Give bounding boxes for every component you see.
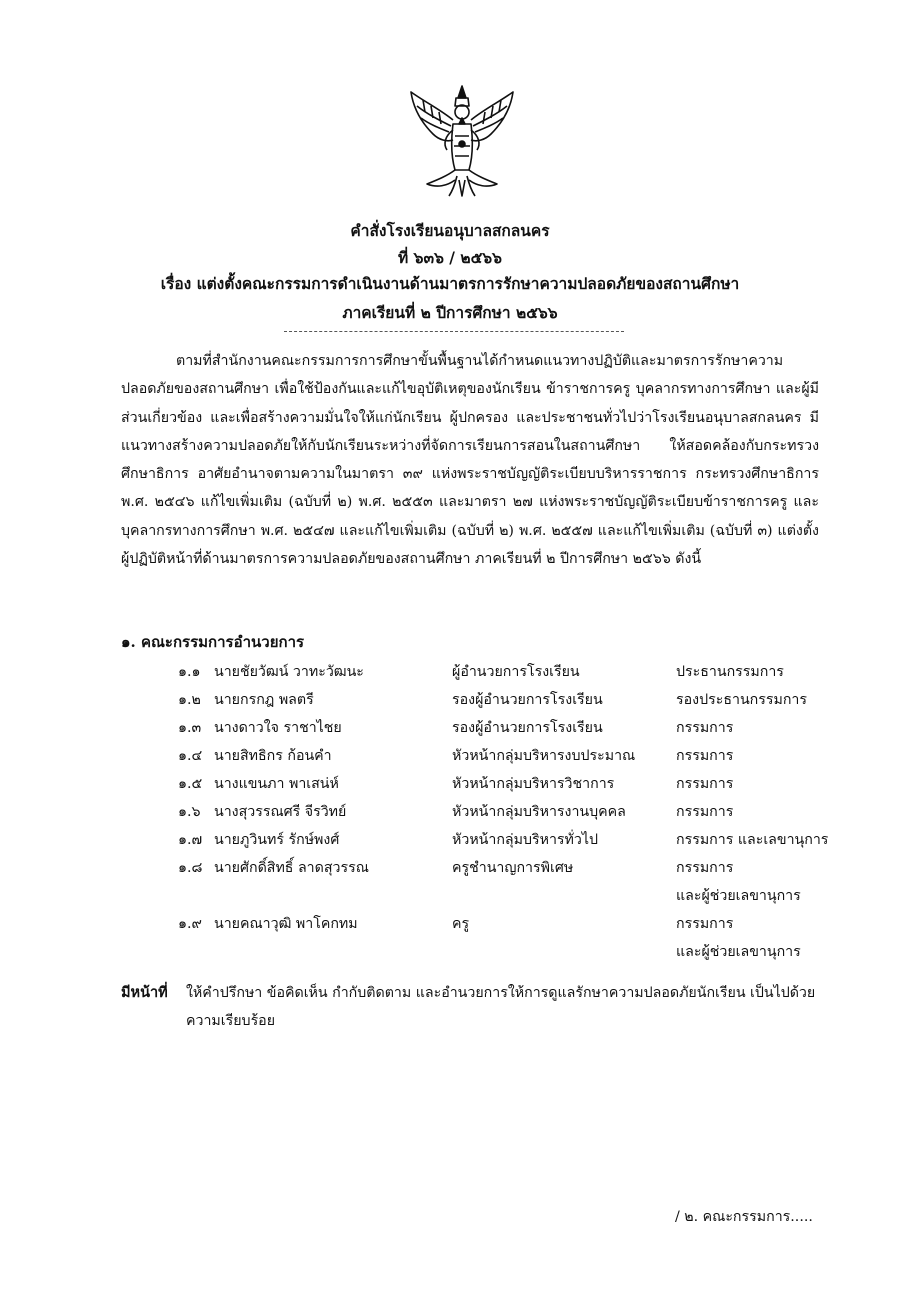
member-position: หัวหน้ากลุ่มบริหารงบประมาณ bbox=[452, 748, 636, 764]
order-subject: เรื่อง แต่งตั้งคณะกรรมการดำเนินงานด้านมาตรการรักษาความปลอดภัยของสถานศึกษา bbox=[160, 274, 740, 293]
preamble-paragraph: ตามที่สำนักงานคณะกรรมการการศึกษาขั้นพื้นฐานได้กำหนดแนวทางปฏิบัติและมาตรการรักษาความปลอดภัยของสถานศึกษา เพื่อใช้ป้องกันและแก้ไขอุบัติเหตุของนักเรียน ข้าราชการครู บุคลากรทางการศึกษา และผู้มีส่วนเกี่ยวข้อง และเพื่อสร้างความมั่นใจให้แก่นักเรียน ผู้ปกครอง และประชาชนทั่วไปว่าโรงเรียนอนุบาลสกลนคร มีแนวทางสร้างความปลอดภัยให้กับนักเรียนระหว่างที่จัดการเรียนการสอนในสถานศึกษา ให้สอดคล้องกับกระทรวงศึกษาธิการ อาศัยอำนาจตามความในมาตรา ๓๙ แห่งพระราชบัญญัติระเบียบบริหารราชการ กระทรวงศึกษาธิการ พ.ศ. ๒๕๔๖ แก้ไขเพิ่มเติม (ฉบับที่ ๒) พ.ศ. ๒๕๕๓ และมาตรา ๒๗ แห่งพระราชบัญญัติระเบียบข้าราชการครู และบุคลากรทางการศึกษา พ.ศ. ๒๕๔๗ และแก้ไขเพิ่มเติม (ฉบับที่ ๒) พ.ศ. ๒๕๕๗ และแก้ไขเพิ่มเติม (ฉบับที่ ๓) แต่งตั้งผู้ปฏิบัติหน้าที่ด้านมาตรการความปลอดภัยของสถานศึกษา ภาคเรียนที่ ๒ ปีการศึกษา ๒๕๖๖ ดังนี้ bbox=[121, 353, 819, 568]
continuation-note: / ๒. คณะกรรมการ..... bbox=[675, 1209, 813, 1225]
member-role: กรรมการ bbox=[676, 720, 734, 736]
member-name: นายภูวินทร์ รักษ์พงศ์ bbox=[214, 832, 340, 848]
member-row bbox=[0, 715, 900, 741]
member-number: ๑.๘ bbox=[178, 860, 203, 876]
member-name: นายสิทธิกร ก้อนคำ bbox=[214, 748, 332, 764]
member-row bbox=[0, 771, 900, 797]
member-role: กรรมการ และเลขานุการ bbox=[676, 832, 829, 848]
member-name: นายกรกฎ พลตรี bbox=[214, 692, 314, 708]
section-heading: ๑. คณะกรรมการอำนวยการ bbox=[121, 633, 305, 651]
member-role: กรรมการ bbox=[676, 748, 734, 764]
order-term: ภาคเรียนที่ ๒ ปีการศึกษา ๒๕๖๖ bbox=[342, 303, 558, 322]
member-position: ครู bbox=[452, 916, 470, 932]
member-number: ๑.๓ bbox=[178, 720, 202, 736]
member-number: ๑.๒ bbox=[178, 692, 201, 708]
member-name: นางสุวรรณศรี จีรวิทย์ bbox=[214, 804, 347, 820]
member-name: นางแขนภา พาเสน่ห์ bbox=[214, 776, 339, 792]
member-position: หัวหน้ากลุ่มบริหารวิชาการ bbox=[452, 776, 615, 792]
member-position: รองผู้อำนวยการโรงเรียน bbox=[452, 692, 603, 708]
member-role: รองประธานกรรมการ bbox=[676, 692, 807, 708]
divider bbox=[284, 331, 624, 332]
order-number: ที่ ๖๓๖ / ๒๕๖๖ bbox=[398, 248, 502, 267]
member-row bbox=[0, 659, 900, 685]
member-row bbox=[0, 743, 900, 769]
member-role: กรรมการ bbox=[676, 776, 734, 792]
member-number: ๑.๙ bbox=[178, 916, 202, 932]
member-role: กรรมการ bbox=[676, 860, 734, 876]
member-name: นายศักดิ์สิทธิ์ ลาดสุวรรณ bbox=[214, 860, 369, 876]
member-position: ผู้อำนวยการโรงเรียน bbox=[452, 664, 580, 680]
garuda-emblem-icon bbox=[403, 80, 521, 200]
member-row bbox=[0, 911, 900, 937]
member-number: ๑.๔ bbox=[178, 748, 203, 764]
member-row bbox=[0, 855, 900, 881]
member-number: ๑.๕ bbox=[178, 776, 203, 792]
member-position: ครูชำนาญการพิเศษ bbox=[452, 860, 574, 876]
member-role: กรรมการ bbox=[676, 916, 734, 932]
member-role: ประธานกรรมการ bbox=[676, 664, 784, 680]
member-role-extra: และผู้ช่วยเลขานุการ bbox=[676, 944, 801, 960]
order-title: คำสั่งโรงเรียนอนุบาลสกลนคร bbox=[350, 221, 550, 240]
member-number: ๑.๗ bbox=[178, 832, 203, 848]
member-name: นายคณาวุฒิ พาโคกทม bbox=[214, 916, 358, 932]
member-position: หัวหน้ากลุ่มบริหารทั่วไป bbox=[452, 832, 598, 848]
member-role-extra: และผู้ช่วยเลขานุการ bbox=[676, 888, 801, 904]
duty-text: ให้คำปรึกษา ข้อคิดเห็น กำกับติดตาม และอำนวยการให้การดูแลรักษาความปลอดภัยนักเรียน เป็นไปด้วยความเรียบร้อย bbox=[186, 985, 816, 1029]
member-role: กรรมการ bbox=[676, 804, 734, 820]
member-position: รองผู้อำนวยการโรงเรียน bbox=[452, 720, 603, 736]
duty-label: มีหน้าที่ bbox=[121, 984, 168, 1001]
member-number: ๑.๖ bbox=[178, 804, 201, 820]
member-row bbox=[0, 687, 900, 713]
member-row bbox=[0, 827, 900, 853]
member-name: นายชัยวัฒน์ วาทะวัฒนะ bbox=[214, 664, 364, 680]
member-number: ๑.๑ bbox=[178, 664, 201, 680]
member-position: หัวหน้ากลุ่มบริหารงานบุคคล bbox=[452, 804, 626, 820]
member-row bbox=[0, 799, 900, 825]
member-name: นางดาวใจ ราชาไชย bbox=[214, 720, 342, 736]
